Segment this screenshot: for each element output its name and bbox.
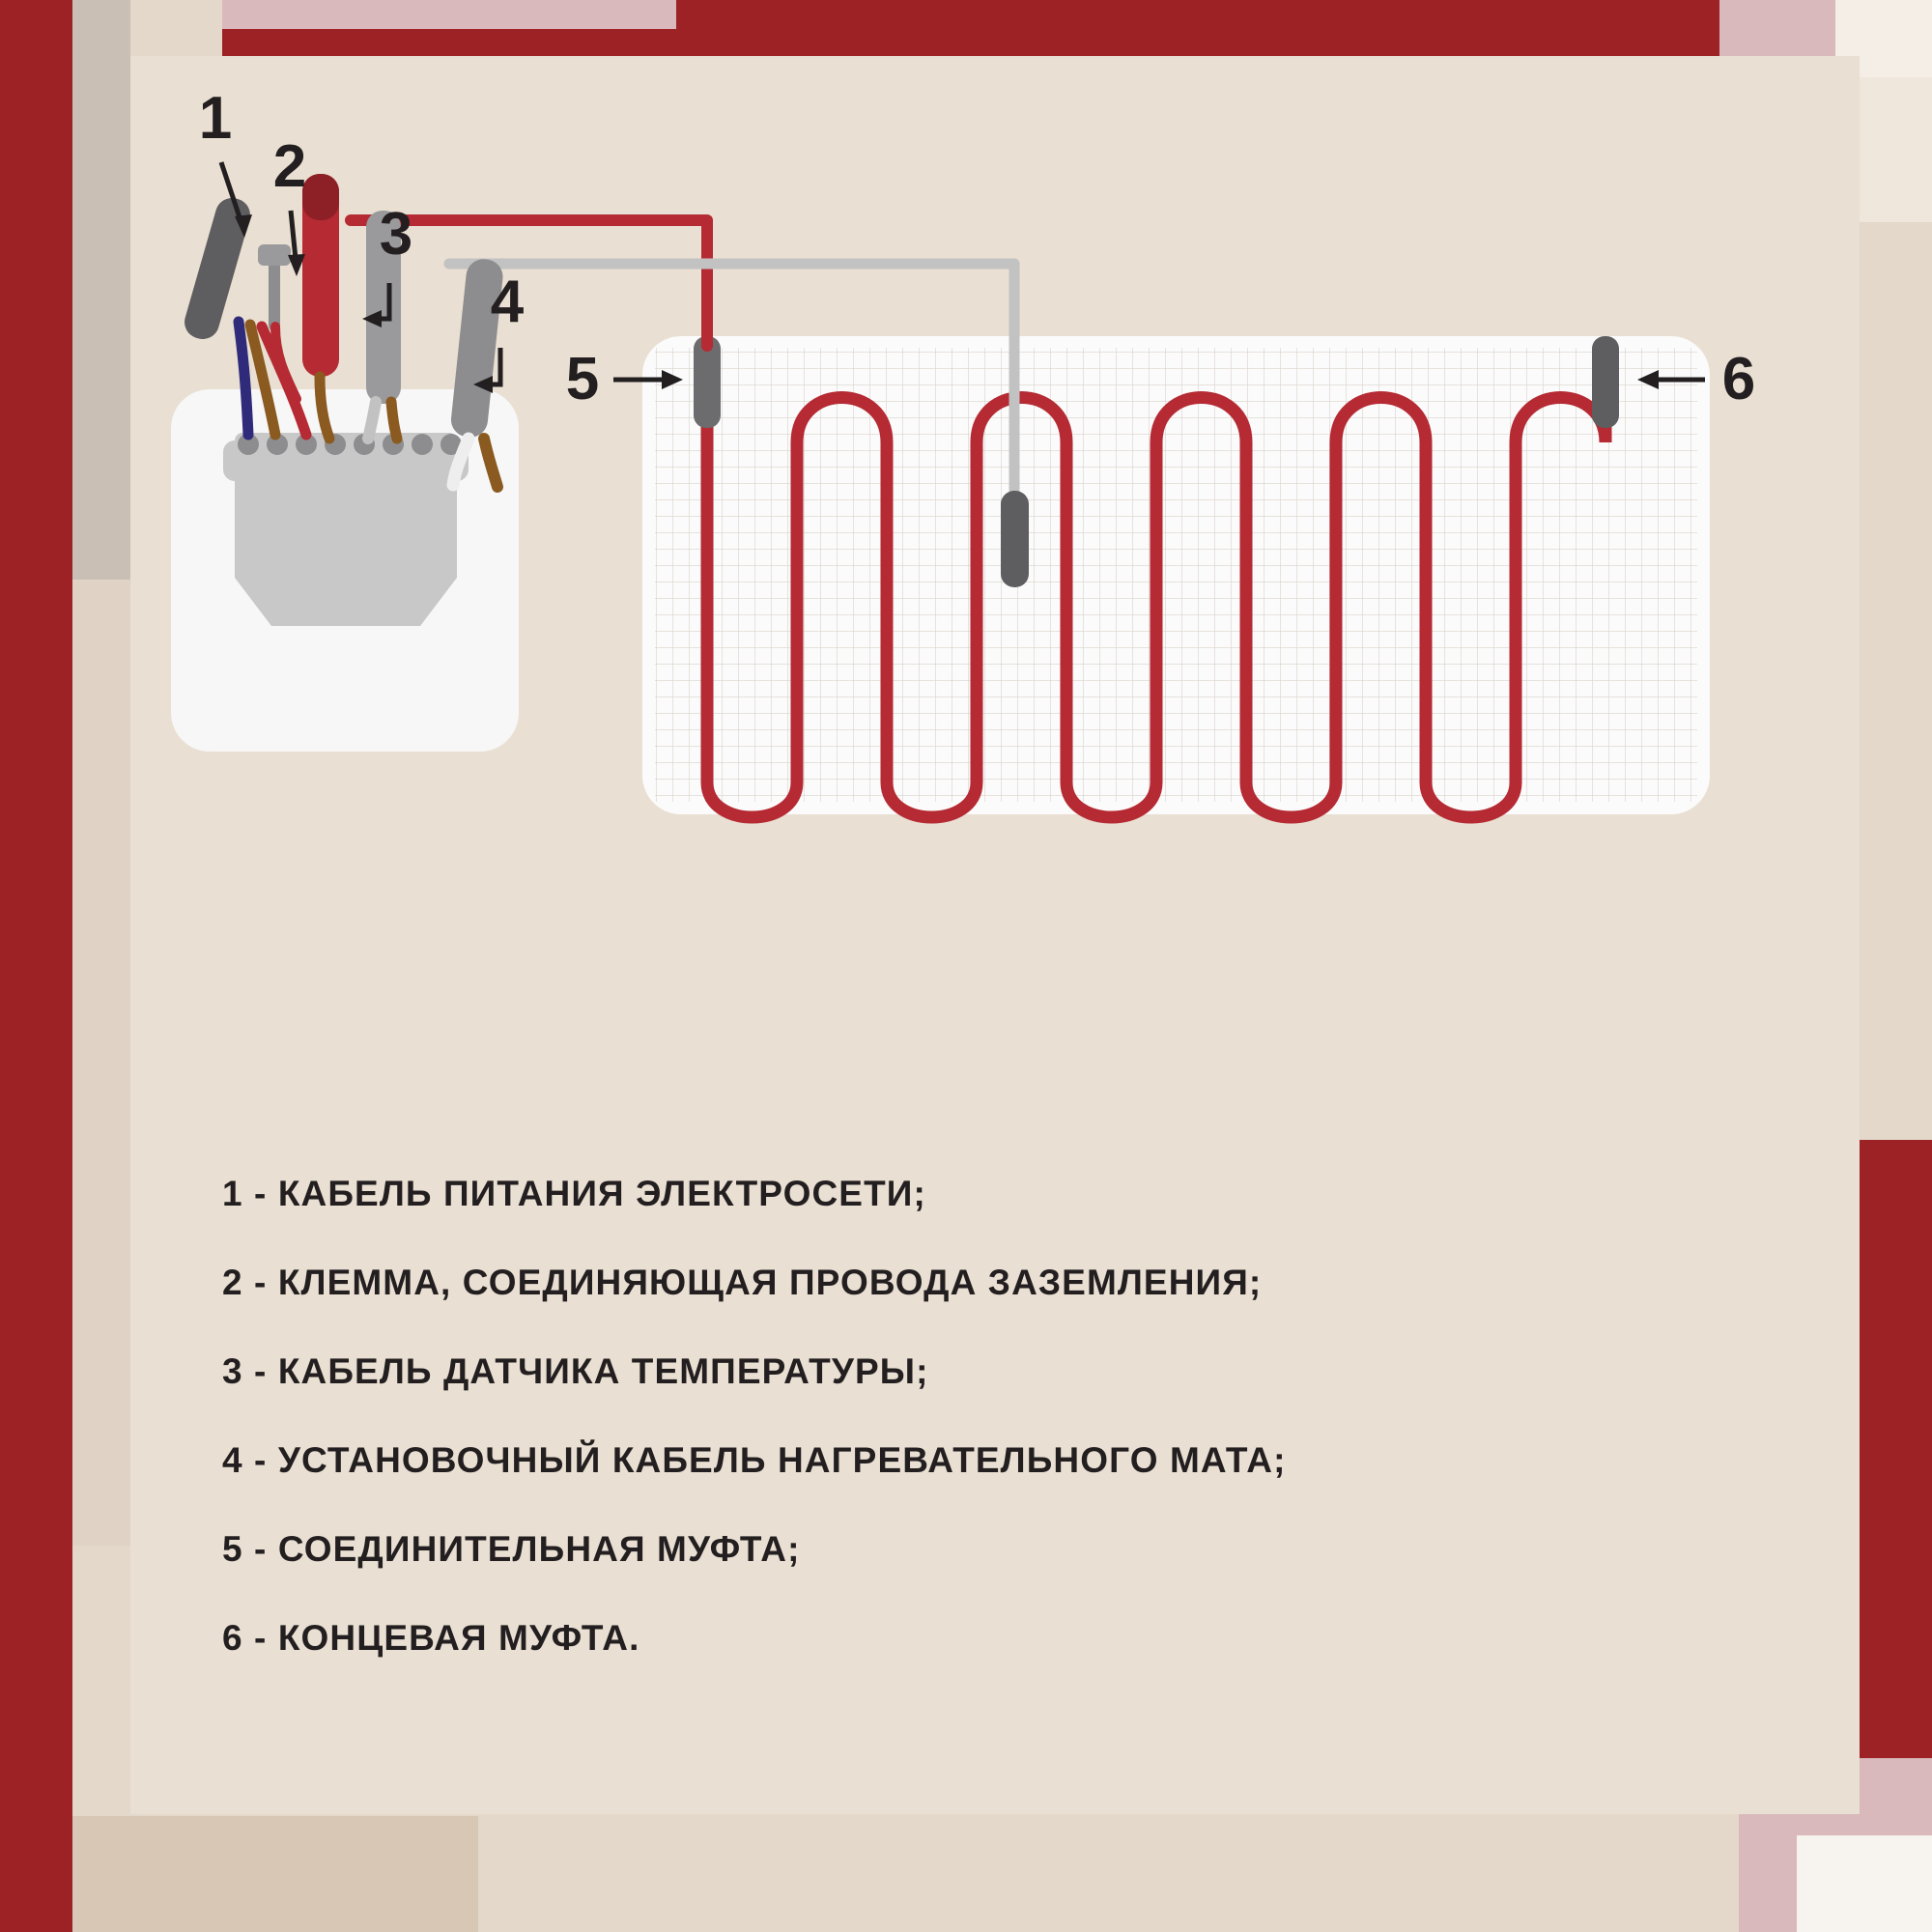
legend-item-4: 4 - УСТАНОВОЧНЫЙ КАБЕЛЬ НАГРЕВАТЕЛЬНОГО МАТА; [222, 1440, 1287, 1480]
legend-item-2: 2 - КЛЕММА, СОЕДИНЯЮЩАЯ ПРОВОДА ЗАЗЕМЛЕНИЯ; [222, 1263, 1263, 1302]
legend-item-6: 6 - КОНЦЕВАЯ МУФТА. [222, 1618, 640, 1658]
background-block-pink-top [222, 0, 676, 29]
heating-mat [642, 336, 1710, 817]
background-bar-grey-left [72, 0, 130, 580]
legend-item-3: 3 - КАБЕЛЬ ДАТЧИКА ТЕМПЕРАТУРЫ; [222, 1351, 929, 1391]
end-sleeve-6 [1592, 336, 1619, 428]
callout-1: 1 [198, 85, 233, 152]
legend-list [222, 1174, 1787, 1707]
callout-3: 3 [379, 201, 413, 268]
callout-6: 6 [1721, 346, 1756, 412]
legend-item-1: 1 - КАБЕЛЬ ПИТАНИЯ ЭЛЕКТРОСЕТИ; [222, 1174, 926, 1213]
background-bar-red-top [676, 0, 1719, 56]
legend-item-5: 5 - СОЕДИНИТЕЛЬНАЯ МУФТА; [222, 1529, 801, 1569]
wiring-diagram [130, 56, 1860, 1080]
background-block-red-top [222, 29, 676, 56]
callout-2: 2 [272, 133, 307, 200]
background-block-tan-bottom-left [72, 1816, 478, 1932]
temperature-sensor-probe [1001, 491, 1029, 587]
background-bar-red-right [1860, 1140, 1932, 1758]
background-block-red-bottom-left [0, 1642, 72, 1932]
callout-4: 4 [490, 269, 525, 335]
background-bar-tan-left [72, 580, 130, 1546]
background-block-white-corner [1797, 1835, 1932, 1932]
callout-5: 5 [565, 346, 600, 412]
